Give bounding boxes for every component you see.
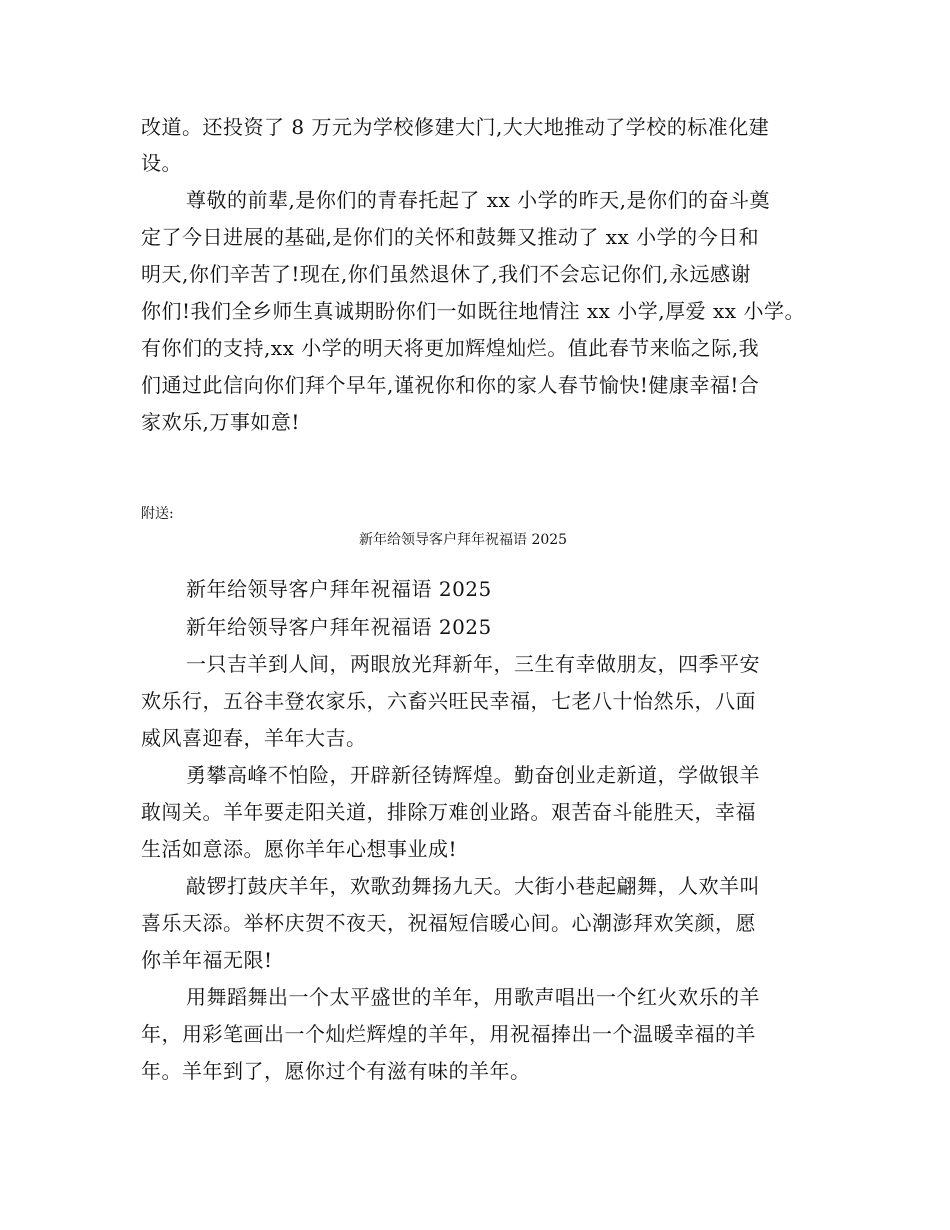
blessing-line-12: 年。羊年到了，愿你过个有滋有味的羊年。 [141,1059,531,1083]
letter-line-8: 们通过此信向你们拜个早年,谨祝你和你的家人春节愉快!健康幸福!合 [141,373,760,397]
letter-line-7: 有你们的支持,xx 小学的明天将更加辉煌灿烂。值此春节来临之际,我 [141,336,760,360]
blessing-line-11: 年，用彩笔画出一个灿烂辉煌的羊年，用祝福捧出一个温暖幸福的羊 [141,1022,756,1046]
blessing-line-8: 喜乐天添。举杯庆贺不夜天，祝福短信暖心间。心潮澎拜欢笑颜，愿 [141,911,756,935]
letter-line-2: 设。 [141,151,182,175]
blessing-line-3: 威风喜迎春，羊年大吉。 [141,726,367,750]
appendix-label: 附送: [141,506,174,522]
blessing-line-9: 你羊年福无限! [141,948,273,972]
blessing-line-1: 一只吉羊到人间，两眼放光拜新年，三生有幸做朋友，四季平安 [186,652,760,676]
blessing-line-4: 勇攀高峰不怕险，开辟新径铸辉煌。勤奋创业走新道，学做银羊 [186,763,760,787]
blessing-line-5: 敢闯关。羊年要走阳关道，排除万难创业路。艰苦奋斗能胜天，幸福 [141,800,756,824]
letter-line-1: 改道。还投资了 8 万元为学校修建大门,大大地推动了学校的标准化建 [141,115,770,139]
blessing-heading-1: 新年给领导客户拜年祝福语 2025 [186,577,492,601]
letter-line-9: 家欢乐,万事如意! [141,410,300,434]
letter-line-4: 定了今日进展的基础,是你们的关怀和鼓舞又推动了 xx 小学的今日和 [141,225,760,249]
blessing-line-2: 欢乐行，五谷丰登农家乐，六畜兴旺民幸福，七老八十怡然乐，八面 [141,689,756,713]
letter-line-5: 明天,你们辛苦了!现在,你们虽然退休了,我们不会忘记你们,永远感谢 [141,262,751,286]
blessing-line-10: 用舞蹈舞出一个太平盛世的羊年，用歌声唱出一个红火欢乐的羊 [186,985,760,1009]
letter-line-3: 尊敬的前辈,是你们的青春托起了 xx 小学的昨天,是你们的奋斗奠 [186,188,770,212]
appendix-title: 新年给领导客户拜年祝福语 2025 [359,532,568,548]
blessing-heading-2: 新年给领导客户拜年祝福语 2025 [186,615,492,639]
letter-line-6: 你们!我们全乡师生真诚期盼你们一如既往地情注 xx 小学,厚爱 xx 小学。 [141,299,805,323]
blessing-line-7: 敲锣打鼓庆羊年，欢歌劲舞扬九天。大街小巷起翩舞，人欢羊叫 [186,874,760,898]
blessing-line-6: 生活如意添。愿你羊年心想事业成! [141,837,458,861]
